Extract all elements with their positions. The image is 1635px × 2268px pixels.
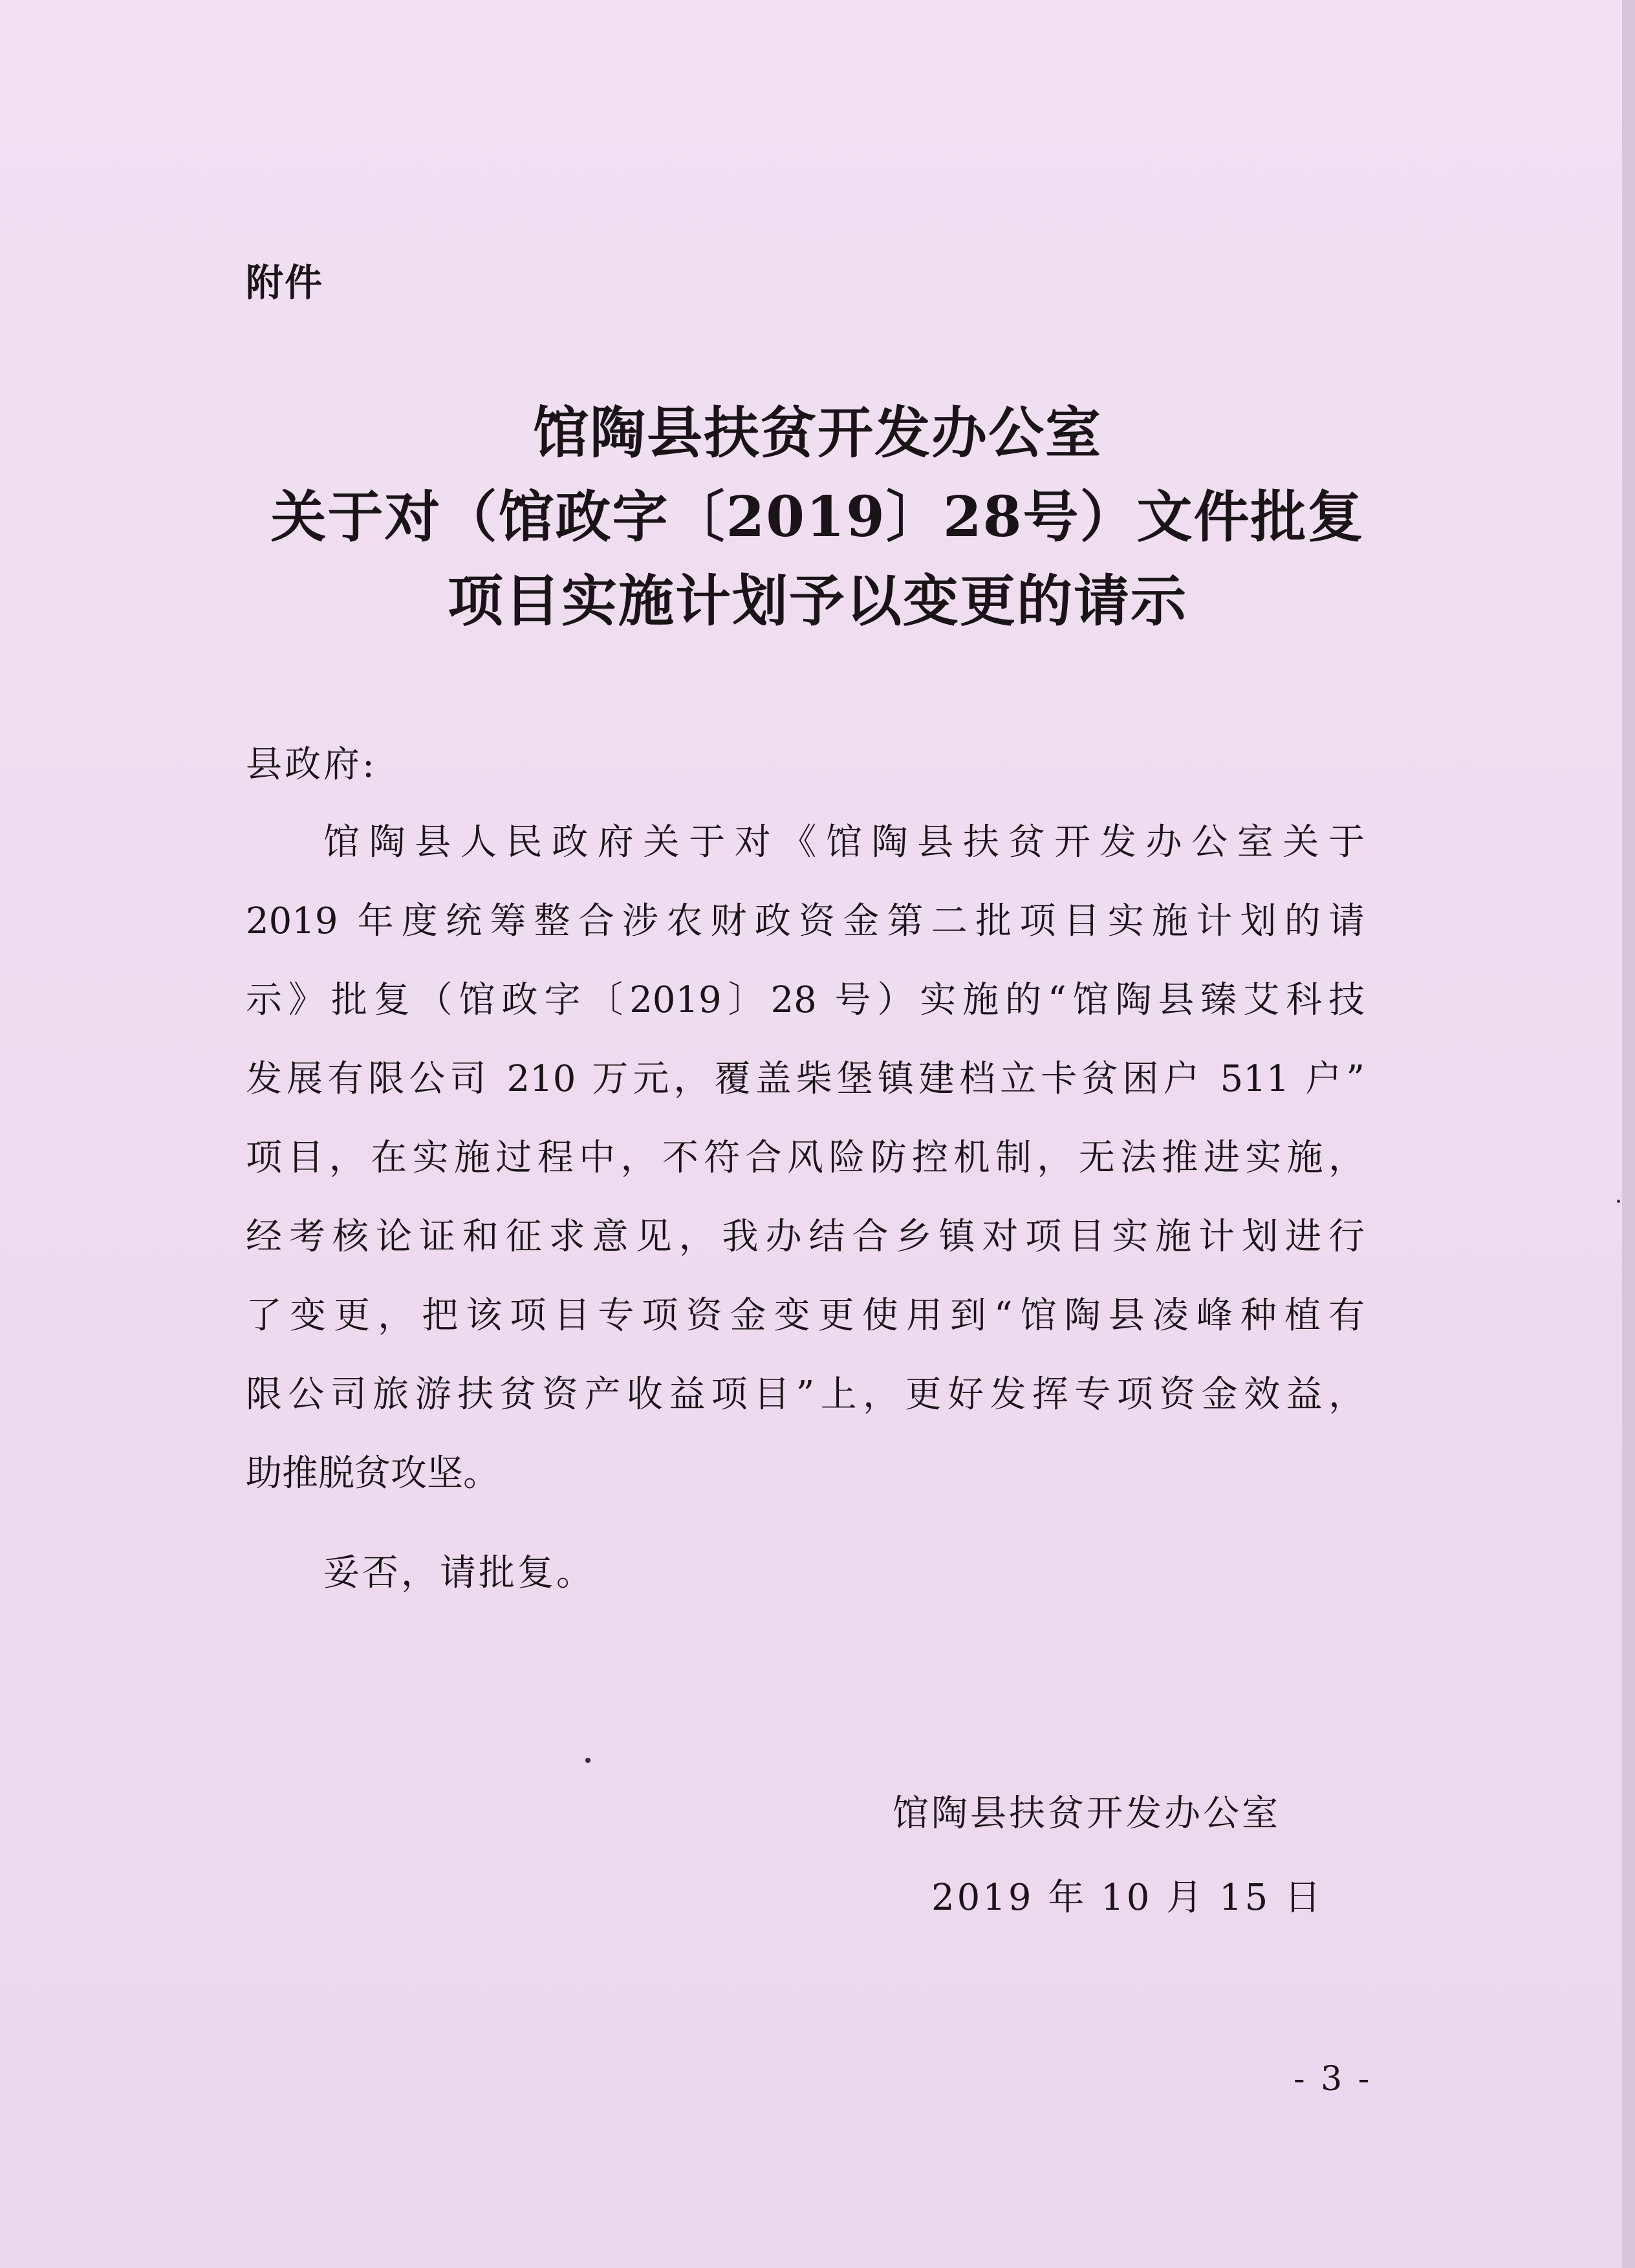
body-line: 助推脱贫攻坚。 <box>246 1453 499 1495</box>
signer-organization: 馆陶县扶贫开发办公室 <box>893 1793 1281 1835</box>
page-number: - 3 - <box>1294 2060 1372 2099</box>
attachment-label: 附件 <box>246 261 324 305</box>
body-line: 项目，在实施过程中，不符合风险防控机制，无法推进实施， <box>246 1137 1365 1179</box>
signing-date: 2019 年 10 月 15 日 <box>931 1877 1324 1919</box>
closing-request: 妥否，请批复。 <box>323 1552 595 1594</box>
scan-edge <box>1622 0 1635 2268</box>
body-line: 发展有限公司 210 万元，覆盖柴堡镇建档立卡贫困户 511 户” <box>246 1058 1365 1100</box>
title-line-3: 项目实施计划予以变更的请示 <box>448 568 1187 634</box>
body-line: 示》批复（馆政字〔2019〕28 号）实施的“馆陶县臻艾科技 <box>246 979 1365 1021</box>
body-line: 馆陶县人民政府关于对《馆陶县扶贫开发办公室关于 <box>323 821 1365 863</box>
title-line-2: 关于对（馆政字〔2019〕28号）文件批复 <box>270 484 1365 550</box>
scan-speck <box>585 1758 590 1763</box>
salutation: 县政府: <box>246 744 377 786</box>
scan-speck <box>1617 1200 1620 1203</box>
body-line: 经考核论证和征求意见，我办结合乡镇对项目实施计划进行 <box>246 1216 1365 1258</box>
body-line: 限公司旅游扶贫资产收益项目”上，更好发挥专项资金效益， <box>246 1374 1365 1416</box>
title-line-1: 馆陶县扶贫开发办公室 <box>533 400 1102 466</box>
body-line: 了变更，把该项目专项资金变更使用到“馆陶县凌峰种植有 <box>246 1295 1365 1337</box>
body-line: 2019 年度统筹整合涉农财政资金第二批项目实施计划的请 <box>246 900 1365 942</box>
bleed-through <box>608 776 636 817</box>
